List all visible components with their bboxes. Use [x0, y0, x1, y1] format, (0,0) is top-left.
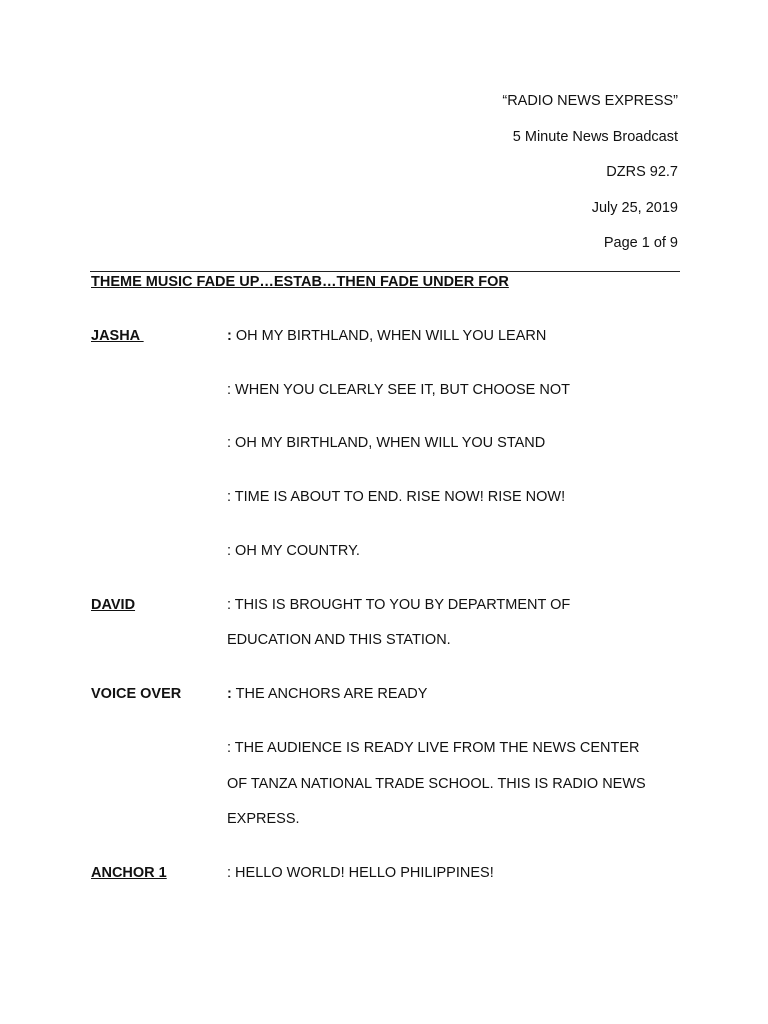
line-jasha-2: : WHEN YOU CLEARLY SEE IT, BUT CHOOSE NOT [227, 382, 570, 398]
line-anchor1-1: : HELLO WORLD! HELLO PHILIPPINES! [227, 865, 494, 881]
line-jasha-1-text: OH MY BIRTHLAND, WHEN WILL YOU LEARN [235, 328, 547, 344]
colon-mark: : [227, 328, 232, 344]
line-vo-1-text: THE ANCHORS ARE READY [235, 686, 428, 702]
line-jasha-1 [227, 328, 546, 344]
music-cue: THEME MUSIC FADE UP…ESTAB…THEN FADE UNDER FOR [91, 274, 509, 290]
speaker-anchor-1: ANCHOR 1 [91, 865, 167, 881]
line-vo-3: OF TANZA NATIONAL TRADE SCHOOL. THIS IS RADIO NEWS [227, 776, 646, 792]
line-jasha-5: : OH MY COUNTRY. [227, 543, 360, 559]
show-title: “RADIO NEWS EXPRESS” [502, 93, 678, 109]
line-jasha-3: : OH MY BIRTHLAND, WHEN WILL YOU STAND [227, 435, 546, 451]
line-jasha-4: : TIME IS ABOUT TO END. RISE NOW! RISE NOW! [227, 489, 566, 505]
line-vo-2: : THE AUDIENCE IS READY LIVE FROM THE NEWS CENTER [227, 740, 640, 756]
speaker-jasha: JASHA [91, 328, 144, 344]
line-david-2: EDUCATION AND THIS STATION. [227, 632, 451, 648]
broadcast-date: July 25, 2019 [591, 200, 678, 216]
station-id: DZRS 92.7 [606, 164, 678, 180]
header-divider [90, 271, 680, 272]
line-david-1: : THIS IS BROUGHT TO YOU BY DEPARTMENT OF [227, 597, 571, 613]
speaker-david: DAVID [91, 597, 136, 613]
page-number: Page 1 of 9 [603, 235, 678, 251]
line-vo-1 [227, 686, 427, 702]
speaker-voice-over: VOICE OVER [91, 686, 182, 702]
colon-mark: : [227, 686, 232, 702]
line-vo-4: EXPRESS. [227, 811, 300, 827]
show-subtitle: 5 Minute News Broadcast [512, 129, 678, 145]
